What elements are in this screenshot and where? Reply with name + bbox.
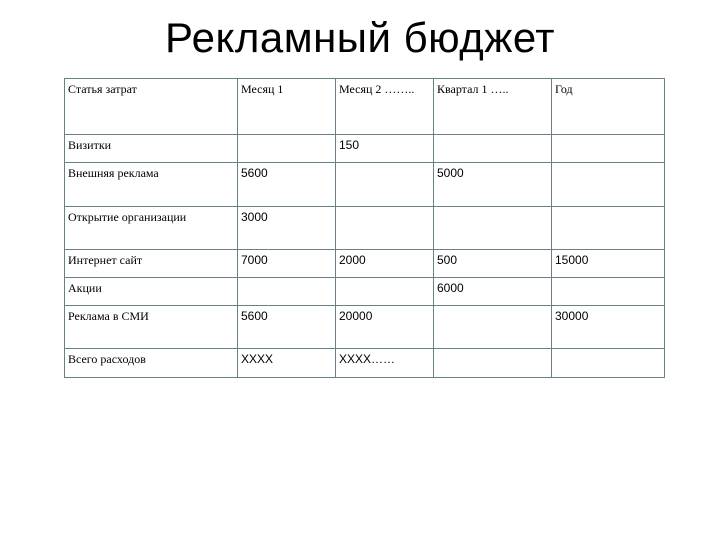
header-cell: Квартал 1 ….. xyxy=(434,79,552,135)
table-cell xyxy=(552,163,665,207)
table-cell: 7000 xyxy=(238,250,336,278)
row-label: Открытие организации xyxy=(65,207,238,250)
table-cell: 5000 xyxy=(434,163,552,207)
table-cell xyxy=(434,306,552,349)
table-cell xyxy=(552,207,665,250)
table-cell xyxy=(434,135,552,163)
table-cell: 2000 xyxy=(336,250,434,278)
table-cell xyxy=(336,163,434,207)
budget-table xyxy=(64,78,665,378)
table-row xyxy=(65,207,665,250)
table-cell xyxy=(336,278,434,306)
table-cell xyxy=(552,278,665,306)
row-label: Внешняя реклама xyxy=(65,163,238,207)
table-row xyxy=(65,278,665,306)
table-row xyxy=(65,306,665,349)
header-cell: Месяц 1 xyxy=(238,79,336,135)
table-cell xyxy=(434,349,552,378)
table-cell: 3000 xyxy=(238,207,336,250)
table-cell xyxy=(238,278,336,306)
table-total-row xyxy=(65,349,665,378)
table-cell: 5600 xyxy=(238,306,336,349)
row-label: Визитки xyxy=(65,135,238,163)
table-cell: 500 xyxy=(434,250,552,278)
table-cell: 15000 xyxy=(552,250,665,278)
table-row xyxy=(65,135,665,163)
table-cell xyxy=(336,207,434,250)
table-cell: 6000 xyxy=(434,278,552,306)
table-cell: XXXX…… xyxy=(336,349,434,378)
table-cell xyxy=(238,135,336,163)
table-cell: XXXX xyxy=(238,349,336,378)
table-cell: 20000 xyxy=(336,306,434,349)
row-label: Реклама в СМИ xyxy=(65,306,238,349)
table-cell: 30000 xyxy=(552,306,665,349)
table-cell xyxy=(434,207,552,250)
row-label: Интернет сайт xyxy=(65,250,238,278)
row-label: Всего расходов xyxy=(65,349,238,378)
page-title: Рекламный бюджет xyxy=(164,14,556,61)
header-cell: Статья затрат xyxy=(65,79,238,135)
table-cell: 5600 xyxy=(238,163,336,207)
table-row xyxy=(65,163,665,207)
table-row xyxy=(65,250,665,278)
table-cell: 150 xyxy=(336,135,434,163)
table-cell xyxy=(552,349,665,378)
row-label: Акции xyxy=(65,278,238,306)
table-cell xyxy=(552,135,665,163)
table-header-row xyxy=(65,79,665,135)
header-cell: Год xyxy=(552,79,665,135)
header-cell: Месяц 2 …….. xyxy=(336,79,434,135)
